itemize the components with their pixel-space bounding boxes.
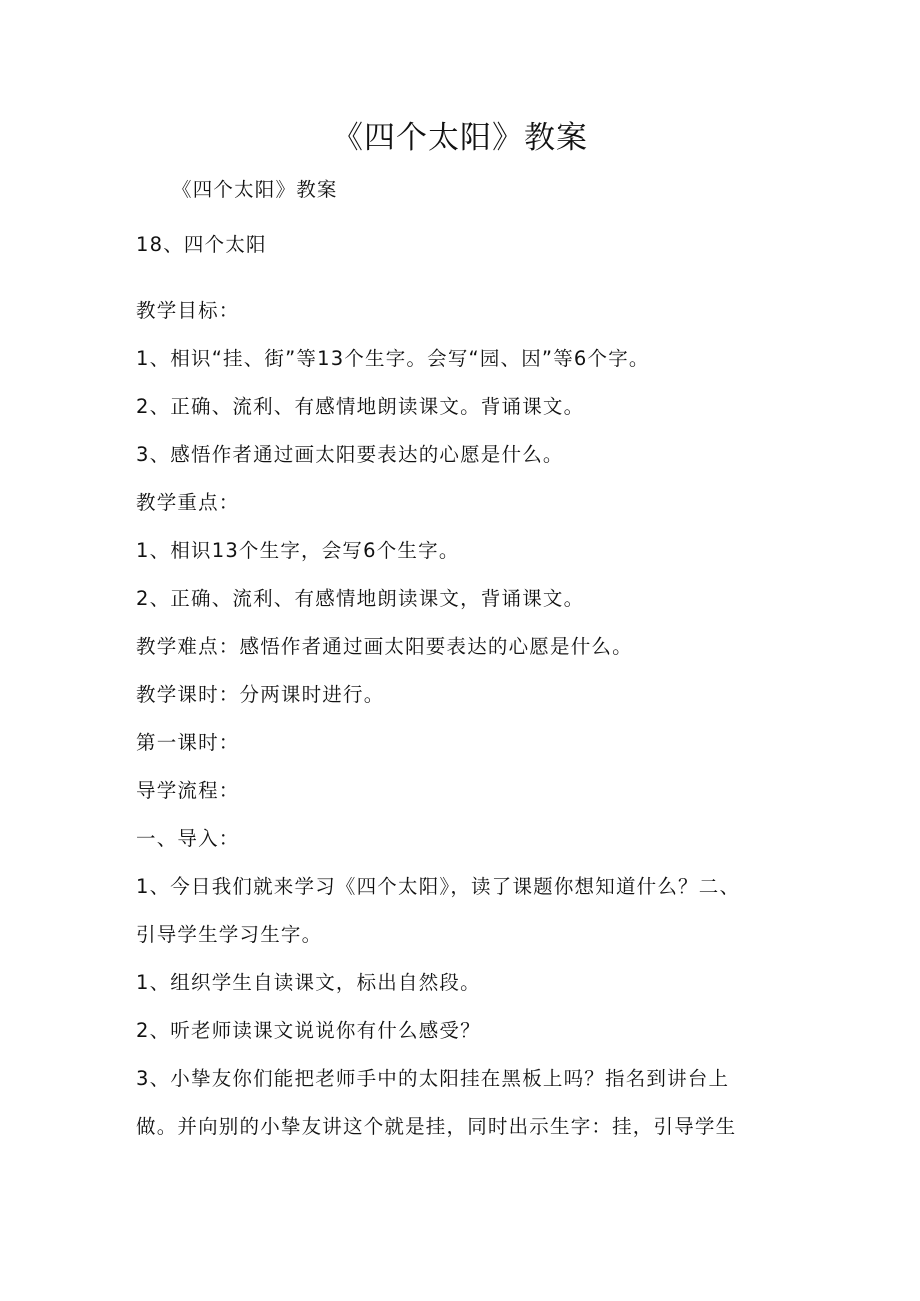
paragraph-line: 第一课时： [136, 731, 240, 754]
paragraph-line: 2、听老师读课文说说你有什么感受？ [136, 1019, 481, 1042]
paragraph-line: 教学难点：感悟作者通过画太阳要表达的心愿是什么。 [136, 635, 633, 658]
paragraph-line: 导学流程： [136, 779, 240, 802]
lesson-heading: 18、四个太阳 [136, 233, 267, 256]
paragraph-line: 引导学生学习生字。 [136, 923, 323, 946]
paragraph-line: 3、小挚友你们能把老师手中的太阳挂在黑板上吗？指名到讲台上 [136, 1067, 730, 1090]
document-title: 《四个太阳》教案 [332, 120, 588, 156]
paragraph-line: 2、正确、流利、有感情地朗读课文。背诵课文。 [136, 395, 585, 418]
document-subtitle: 《四个太阳》教案 [172, 178, 338, 201]
paragraph-line: 教学重点： [136, 491, 240, 514]
paragraph-line: 3、感悟作者通过画太阳要表达的心愿是什么。 [136, 443, 564, 466]
paragraph-line: 1、组织学生自读课文，标出自然段。 [136, 971, 481, 994]
paragraph-line: 1、相识13个生字，会写6个生字。 [136, 539, 460, 562]
paragraph-line: 2、正确、流利、有感情地朗读课文，背诵课文。 [136, 587, 585, 610]
paragraph-line: 一、导入： [136, 827, 240, 850]
paragraph-line: 做。并向别的小挚友讲这个就是挂，同时出示生字：挂，引导学生 [136, 1115, 737, 1138]
paragraph-line: 教学课时：分两课时进行。 [136, 683, 385, 706]
paragraph-line: 1、今日我们就来学习《四个太阳》，读了课题你想知道什么？二、 [136, 875, 741, 898]
paragraph-line: 1、相识“挂、街”等13个生字。会写“园、因”等6个字。 [136, 347, 650, 370]
paragraph-line: 教学目标： [136, 299, 240, 322]
